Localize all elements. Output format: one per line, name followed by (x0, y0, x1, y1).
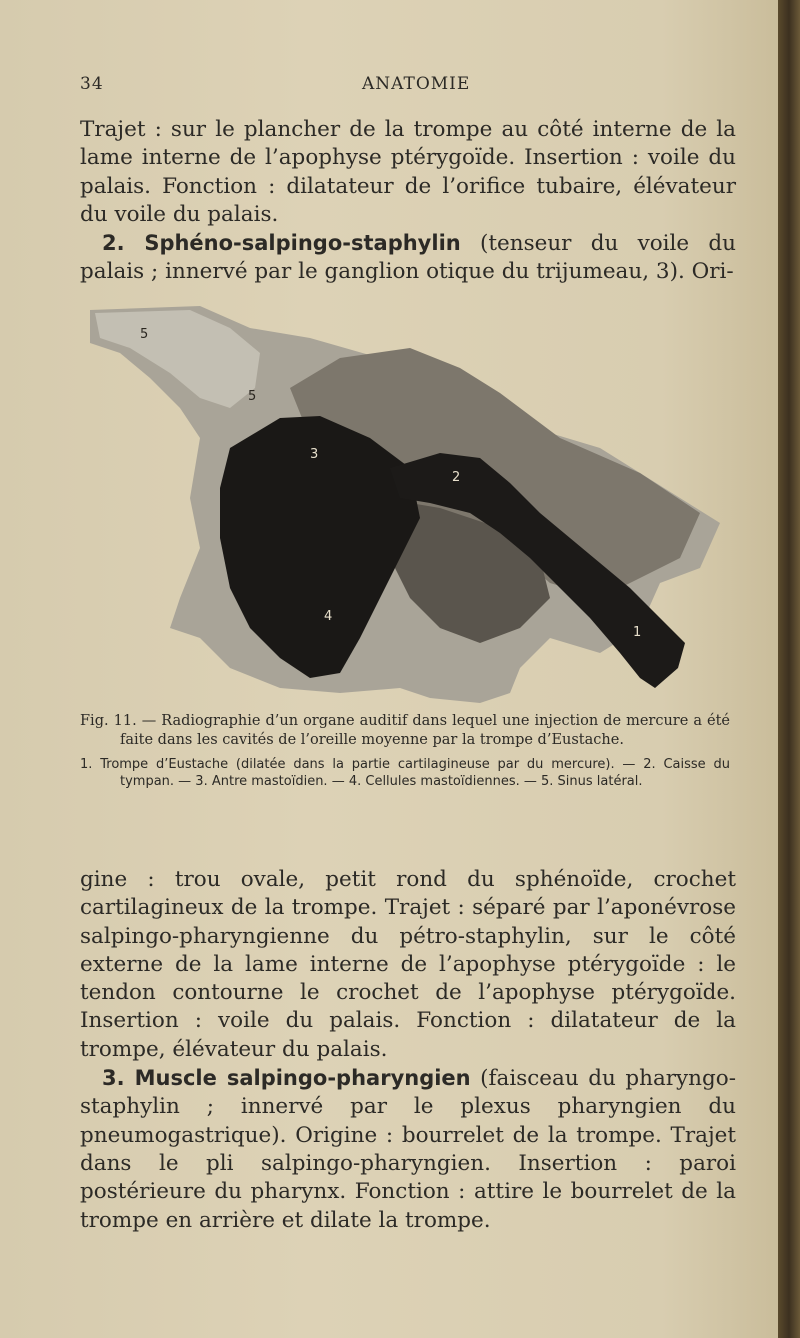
radiograph-figure (80, 298, 740, 708)
caption-main: Fig. 11. — Radiographie d’un organe auditif dans lequel une injection de mercure a été faite dans les cavités de l’oreille moyenne par la trompe d’Eustache. (80, 713, 730, 748)
paragraph-origine: gine : trou ovale, petit rond du sphénoïde, crochet cartilagineux de la trompe. Trajet : séparé par l’aponévrose salpingo-pharyngienne du pétro-staphylin, sur le côté externe de la lame interne de l’apophyse ptérygoïde : le tendon contourne le crochet de l’apophyse ptérygoïde. Insertion : voile du palais. Fonction : dilatateur de la trompe, élévateur du palais. (80, 867, 736, 1062)
running-title: ANATOMIE (362, 74, 471, 94)
figure-caption (80, 712, 730, 790)
page-header (80, 74, 730, 100)
figure-label-1: 1 (633, 625, 642, 640)
paragraph-salpingo-text: (faisceau du pharyngo-staphylin ; innervé par le plexus pharyngien du pneumogastrique). Origine : bourrelet de la trompe. Trajet dans le pli salpingo-pharyngien. Insertion : paroi postérieure du pharynx. Fonction : attire le bourrelet de la trompe en arrière et dilate la trompe. (80, 1066, 736, 1233)
page-number: 34 (80, 74, 104, 94)
top-text-block (80, 116, 736, 287)
bottom-text-block (80, 866, 736, 1235)
paragraph-trajet: Trajet : sur le plancher de la trompe au côté interne de la lame interne de l’apophyse ptérygoïde. Insertion : voile du palais. Fonction : dilatateur de l’orifice tubaire, élévateur du voile du palais. (80, 117, 736, 227)
figure-label-4: 4 (324, 609, 333, 624)
figure-label-5a: 5 (140, 327, 149, 342)
book-spine (778, 0, 800, 1338)
figure-label-5b: 5 (248, 389, 257, 404)
heading-spheno: 2. Sphéno-salpingo-staphylin (102, 231, 461, 256)
paragraph-salpingo (80, 1064, 736, 1235)
caption-legend: 1. Trompe d’Eustache (dilatée dans la partie cartilagineuse par du mercure). — 2. Caisse du tympan. — 3. Antre mastoïdien. — 4. Cellules mastoïdiennes. — 5. Sinus latéral. (80, 757, 730, 789)
radiograph-image (80, 298, 740, 708)
figure-label-3: 3 (310, 447, 319, 462)
paragraph-spheno (80, 229, 736, 287)
heading-salpingo: 3. Muscle salpingo-pharyngien (102, 1066, 471, 1091)
paragraph-spheno-text: (tenseur du voile du palais ; innervé par le ganglion otique du trijumeau, 3). Ori- (80, 231, 736, 285)
figure-label-2: 2 (452, 470, 461, 485)
